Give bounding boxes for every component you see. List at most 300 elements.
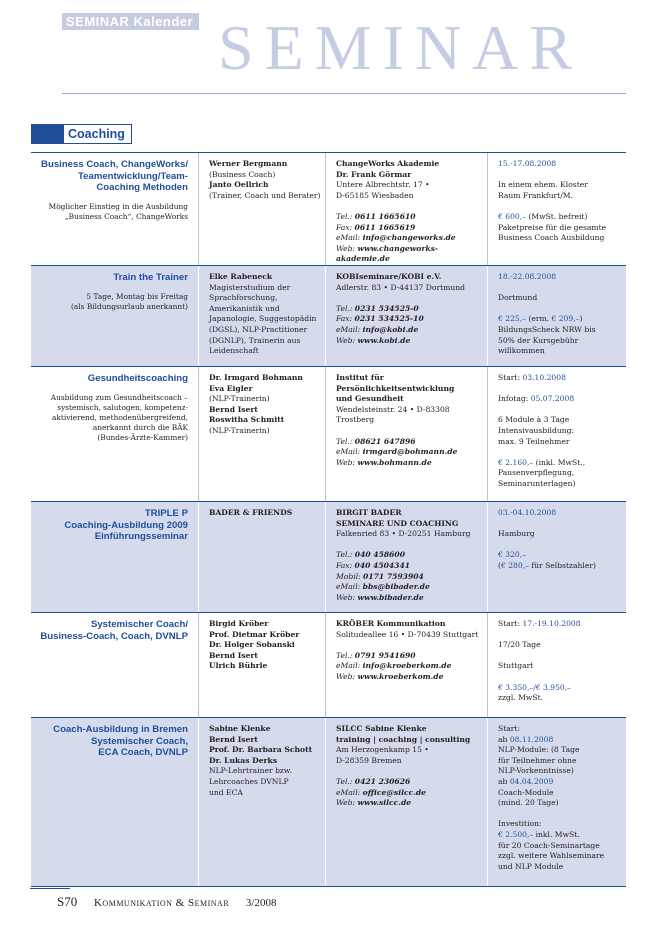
contact-value: office@silcc.de — [362, 787, 426, 797]
organizer-line — [336, 191, 483, 202]
trainer-line — [209, 304, 321, 315]
contact-label: Web: — [336, 243, 358, 253]
info-line — [498, 223, 622, 234]
text: und Gesundheit — [336, 394, 404, 404]
contact-label: Fax: — [336, 314, 355, 324]
text: Intensivausbildung: — [498, 425, 575, 435]
text: Eva Eigler — [209, 383, 253, 393]
organizer-line — [336, 519, 483, 530]
description-line: Möglicher Einstieg in die Ausbildung — [48, 201, 188, 211]
header-divider — [62, 93, 626, 94]
info-line — [498, 735, 622, 746]
text: (erm. — [525, 314, 552, 324]
contact-value: 040 4504341 — [354, 560, 411, 570]
text: € 320,– — [498, 550, 526, 560]
contact-label: Tel.: — [336, 211, 355, 221]
info-line — [498, 426, 622, 437]
info-line — [498, 862, 622, 873]
organizer-cell — [325, 266, 487, 366]
text: Prof. Dr. Barbara Schott — [209, 745, 313, 755]
info-line — [498, 561, 622, 572]
spacer — [336, 201, 483, 212]
text: Start: — [498, 724, 521, 733]
trainer-line — [209, 788, 321, 799]
text: Prof. Dietmar Kröber — [209, 629, 300, 639]
issue-number: 3/2008 — [245, 897, 277, 909]
organizer-line — [336, 394, 483, 405]
text: (MwSt. befreit) — [525, 211, 588, 221]
seminar-title-cell — [31, 367, 198, 501]
spacer — [498, 447, 622, 458]
magazine-name: Kommunikation & Seminar — [93, 897, 230, 909]
text: für Selbstzahler) — [528, 560, 596, 570]
contact-value: www.silcc.de — [357, 798, 412, 808]
text: für 20 Coach-Seminartage — [498, 840, 600, 850]
contact-label: Tel.: — [336, 650, 355, 660]
calendar-tag — [62, 13, 199, 30]
organizer-line — [336, 159, 483, 170]
organizer-line — [336, 651, 483, 662]
text: BADER & FRIENDS — [209, 508, 293, 517]
trainer-line — [209, 651, 321, 662]
table-row — [31, 367, 626, 502]
organizer-line — [336, 798, 483, 809]
text: (inkl. MwSt., — [533, 457, 586, 467]
seminar-title: Systemischer Coach/ — [90, 619, 188, 630]
info-cell — [487, 502, 626, 612]
table-row — [31, 266, 626, 367]
description-line: systemisch, salutogen, kompetenz- — [57, 402, 188, 412]
text: KOBIseminare/KOBI e.V. — [336, 272, 442, 281]
text: 50% der Kursgebühr — [498, 335, 579, 345]
text: 15.-17.08.2008 — [498, 159, 557, 168]
trainer-line — [209, 293, 321, 304]
spacer — [336, 766, 483, 777]
seminar-title: Train the Trainer — [113, 272, 188, 283]
trainer-line — [209, 619, 321, 630]
text: Am Herzogenkamp 15 • — [336, 745, 429, 755]
trainer-line — [209, 745, 321, 756]
contact-label: eMail: — [336, 324, 363, 334]
spacer — [498, 170, 622, 181]
info-line — [498, 180, 622, 191]
info-line — [498, 640, 622, 651]
info-line — [498, 159, 622, 170]
spacer — [336, 540, 483, 551]
organizer-cell — [325, 367, 487, 501]
contact-value: 0421 230626 — [354, 776, 411, 786]
text: € 280,– — [500, 560, 529, 570]
info-line — [498, 830, 622, 841]
info-line — [498, 508, 622, 519]
seminar-title-cell — [31, 153, 198, 265]
table-row — [31, 502, 626, 613]
info-line — [498, 619, 622, 630]
organizer-line — [336, 283, 483, 294]
page-number: S70 — [57, 894, 78, 909]
info-line — [498, 777, 622, 788]
text: Amerikanistik und — [209, 303, 280, 313]
text: ab — [498, 734, 510, 744]
section-title: Coaching — [64, 124, 132, 144]
trainer-line — [209, 272, 321, 283]
info-line — [498, 479, 622, 490]
info-cell — [487, 613, 626, 717]
organizer-line — [336, 223, 483, 234]
contact-label: Web: — [336, 457, 358, 467]
description-line: aktivierend, methodenübergreifend, — [51, 412, 188, 422]
contact-label: Web: — [336, 592, 358, 602]
text: 08.11.2008 — [509, 734, 554, 744]
text: Hamburg — [498, 529, 535, 539]
seminar-description — [37, 202, 188, 222]
text: ab — [498, 776, 510, 786]
contact-label: eMail: — [336, 447, 363, 457]
spacer — [336, 293, 483, 304]
text: Birgid Kröber — [209, 619, 269, 628]
text: ) — [579, 314, 583, 324]
text: Lehrcoaches DVNLP — [209, 776, 289, 786]
trainer-line — [209, 314, 321, 325]
text: Elke Rabeneck — [209, 272, 273, 281]
text: (NLP-Trainerin) — [209, 425, 270, 435]
organizer-line — [336, 233, 483, 244]
text: Ulrich Bührle — [209, 661, 268, 671]
text: Investition: — [498, 819, 542, 829]
text: (DGNLP), Trainerin aus — [209, 335, 301, 345]
seminar-table — [31, 152, 626, 887]
organizer-line — [336, 304, 483, 315]
contact-value: www.bohmann.de — [357, 457, 432, 467]
trainer-line — [209, 724, 321, 735]
contact-value: irmgard@bohmann.de — [362, 447, 458, 457]
text: (mind. 20 Tage) — [498, 798, 559, 808]
organizer-line — [336, 561, 483, 572]
text: 04.04.2009 — [509, 776, 554, 786]
info-line — [498, 798, 622, 809]
seminar-title: ECA Coach, DVNLP — [98, 747, 188, 758]
trainers-cell — [198, 367, 325, 501]
organizer-line — [336, 180, 483, 191]
organizer-line — [336, 314, 483, 325]
organizer-line — [336, 405, 483, 426]
text: KRÖBER Kommunikation — [336, 619, 446, 628]
trainer-line — [209, 766, 321, 777]
info-line — [498, 819, 622, 830]
seminar-title: TRIPLE P — [144, 508, 188, 519]
contact-label: eMail: — [336, 233, 363, 243]
organizer-line — [336, 724, 483, 735]
text: Janto Oellrich — [209, 180, 269, 190]
seminar-title: Business-Coach, Coach, DVNLP — [40, 630, 188, 642]
trainers-cell — [198, 613, 325, 717]
info-line — [498, 841, 622, 852]
text: zzgl. MwSt. — [498, 693, 544, 703]
contact-value: www.kroeberkom.de — [357, 671, 444, 681]
spacer — [498, 519, 622, 530]
contact-value: 0611 1665610 — [354, 211, 416, 221]
info-line — [498, 724, 622, 735]
organizer-cell — [325, 718, 487, 886]
info-line — [498, 314, 622, 325]
trainer-line — [209, 373, 321, 384]
text: Wendelsteinstr. 24 • D-83308 Trostberg — [336, 404, 450, 425]
organizer-line — [336, 756, 483, 767]
info-line — [498, 325, 622, 336]
description-line: „Business Coach“, ChangeWorks — [64, 211, 188, 221]
text: max. 9 Teilnehmer — [498, 436, 570, 446]
text: Adlerstr. 83 • D-44137 Dortmund — [336, 282, 465, 292]
trainer-line — [209, 661, 321, 672]
spacer — [498, 672, 622, 683]
text: Roswitha Schmitt — [209, 415, 285, 425]
text: € 2.160,– — [498, 457, 534, 467]
organizer-line — [336, 244, 483, 265]
organizer-line — [336, 619, 483, 630]
text: € 600,– — [498, 211, 526, 221]
spacer — [498, 405, 622, 416]
seminar-title: Teamentwicklung/Team- — [78, 170, 188, 182]
contact-label: eMail: — [336, 787, 363, 797]
text: Dr. Irmgard Bohmann — [209, 373, 303, 382]
organizer-cell — [325, 613, 487, 717]
text: Leidenschaft — [209, 346, 259, 356]
info-line — [498, 745, 622, 756]
info-line — [498, 336, 622, 347]
text: 17.-19.10.2008 — [522, 619, 581, 628]
calendar-tag-kalender: Kalender — [133, 14, 194, 29]
organizer-line — [336, 582, 483, 593]
spacer — [498, 809, 622, 820]
contact-value: 08621 647896 — [354, 436, 416, 446]
info-line — [498, 550, 622, 561]
seminar-title: Gesundheitscoaching — [87, 373, 188, 384]
info-line — [498, 346, 622, 357]
trainers-cell — [198, 266, 325, 366]
text: Falkenried 83 • D-20251 Hamburg — [336, 529, 471, 539]
text: Sprachforschung, — [209, 293, 278, 303]
info-line — [498, 293, 622, 304]
organizer-line — [336, 458, 483, 469]
seminar-title-cell — [31, 718, 198, 886]
info-line — [498, 191, 622, 202]
trainer-line — [209, 640, 321, 651]
text: Sabine Klenke — [209, 724, 271, 733]
trainer-line — [209, 159, 321, 170]
text: (NLP-Trainerin) — [209, 394, 270, 404]
organizer-line — [336, 212, 483, 223]
table-row — [31, 153, 626, 266]
trainers-cell — [198, 502, 325, 612]
trainer-line — [209, 756, 321, 767]
text: € 2.500,– — [498, 829, 534, 839]
text: zzgl. weitere Wahlseminare — [498, 851, 605, 861]
organizer-cell — [325, 502, 487, 612]
text: Bernd Isert — [209, 404, 258, 414]
spacer — [498, 630, 622, 641]
text: NLP-Lehrtrainer bzw. — [209, 766, 292, 776]
seminar-title-cell — [31, 502, 198, 612]
contact-value: info@kroeberkom.de — [362, 661, 452, 671]
contact-value: 0171 7593904 — [363, 571, 424, 581]
table-row — [31, 613, 626, 718]
seminar-title-cell — [31, 613, 198, 717]
footer — [57, 894, 276, 910]
info-line — [498, 373, 622, 384]
text: Institut für Persönlichkeitsentwicklung — [336, 373, 455, 393]
info-cell — [487, 153, 626, 265]
seminar-title: Coaching-Ausbildung 2009 — [64, 519, 188, 531]
contact-value: 0611 1665619 — [354, 222, 416, 232]
contact-value: info@changeworks.de — [362, 233, 456, 243]
contact-label: Web: — [336, 335, 358, 345]
organizer-line — [336, 529, 483, 540]
organizer-line — [336, 672, 483, 683]
organizer-line — [336, 550, 483, 561]
trainers-cell — [198, 718, 325, 886]
organizer-line — [336, 508, 483, 519]
seminar-title: Coach-Ausbildung in Bremen — [53, 724, 188, 735]
text: ( — [498, 560, 501, 570]
text: Japanologie, Suggestopädin — [209, 314, 317, 324]
text: Werner Bergmann — [209, 159, 288, 168]
text: BildungsScheck NRW bis — [498, 324, 596, 334]
seminar-title: Einführungsseminar — [94, 531, 188, 542]
page-title: SEMINAR — [218, 12, 584, 83]
contact-label: Mobil: — [336, 571, 364, 581]
info-line — [498, 661, 622, 672]
text: Bernd Isert — [209, 650, 258, 660]
seminar-description — [37, 292, 188, 312]
contact-value: www.kobi.de — [357, 335, 411, 345]
organizer-line — [336, 447, 483, 458]
description-line: (als Bildungsurlaub anerkannt) — [71, 301, 188, 311]
contact-label: Fax: — [336, 560, 355, 570]
text: ChangeWorks Akademie — [336, 159, 440, 168]
text: D-28359 Bremen — [336, 755, 402, 765]
text: Solitudeallee 16 • D-70439 Stuttgart — [336, 629, 479, 639]
spacer — [336, 426, 483, 437]
text: 17/20 Tage — [498, 640, 541, 650]
text: 05.07.2008 — [530, 394, 575, 404]
organizer-line — [336, 437, 483, 448]
info-line — [498, 693, 622, 704]
contact-label: Web: — [336, 671, 358, 681]
contact-value: www.bibader.de — [357, 592, 424, 602]
text: Infotag: — [498, 394, 531, 404]
info-line — [498, 415, 622, 426]
organizer-line — [336, 373, 483, 394]
text: und NLP Module — [498, 861, 564, 871]
text: 18.-22.08.2008 — [498, 272, 557, 281]
info-line — [498, 272, 622, 283]
info-line — [498, 458, 622, 469]
text: 03.-04.10.2008 — [498, 508, 557, 517]
organizer-line — [336, 777, 483, 788]
text: Dr. Lukas Derks — [209, 755, 278, 765]
text: SEMINARE UND COACHING — [336, 518, 459, 528]
organizer-line — [336, 572, 483, 583]
text: NLP-Vorkenntnisse) — [498, 766, 574, 776]
trainer-line — [209, 180, 321, 191]
trainer-line — [209, 384, 321, 395]
text: € 3.350,–/€ 3.950,– — [498, 682, 571, 692]
description-line: (Bundes-Ärzte-Kammer) — [97, 432, 188, 442]
info-line — [498, 233, 622, 244]
contact-value: bbs@bibader.de — [362, 582, 430, 592]
contact-value: 0791 9541690 — [354, 650, 416, 660]
spacer — [498, 201, 622, 212]
section-heading — [31, 124, 132, 144]
text: inkl. MwSt. — [533, 829, 580, 839]
info-line — [498, 468, 622, 479]
contact-label: Fax: — [336, 222, 355, 232]
seminar-title: Systemischer Coach, — [90, 735, 188, 747]
text: 6 Module à 3 Tage — [498, 415, 570, 425]
contact-label: Tel.: — [336, 436, 355, 446]
section-marker — [31, 124, 64, 144]
text: Seminarunterlagen) — [498, 478, 576, 488]
table-row — [31, 718, 626, 887]
trainer-line — [209, 630, 321, 641]
organizer-line — [336, 272, 483, 283]
text: € 225,– — [498, 314, 526, 324]
spacer — [498, 283, 622, 294]
organizer-line — [336, 735, 483, 746]
spacer — [498, 384, 622, 395]
text: (Trainer, Coach und Berater) — [209, 190, 321, 200]
contact-value: 0231 534525-0 — [354, 303, 419, 313]
organizer-line — [336, 630, 483, 641]
text: 03.10.2008 — [522, 373, 566, 382]
text: € 209,– — [551, 314, 580, 324]
text: Pausenverpflegung, — [498, 468, 575, 478]
text: training | coaching | consulting — [336, 734, 471, 744]
organizer-line — [336, 336, 483, 347]
contact-value: www.changeworks-akademie.de — [336, 243, 439, 264]
info-line — [498, 851, 622, 862]
trainer-line — [209, 426, 321, 437]
seminar-title: Coaching Methoden — [96, 182, 188, 193]
trainer-line — [209, 283, 321, 294]
info-line — [498, 788, 622, 799]
info-line — [498, 437, 622, 448]
text: Raum Frankfurt/M. — [498, 190, 573, 200]
trainer-line — [209, 508, 321, 519]
info-line — [498, 766, 622, 777]
text: Stuttgart — [498, 661, 534, 671]
organizer-line — [336, 745, 483, 756]
info-line — [498, 394, 622, 405]
text: BIRGIT BADER — [336, 508, 402, 517]
trainer-line — [209, 394, 321, 405]
info-line — [498, 529, 622, 540]
contact-label: eMail: — [336, 661, 363, 671]
contact-label: Web: — [336, 798, 358, 808]
text: Untere Albrechtstr. 17 • — [336, 180, 430, 190]
spacer — [498, 651, 622, 662]
trainer-line — [209, 405, 321, 416]
trainer-line — [209, 191, 321, 202]
trainer-line — [209, 777, 321, 788]
text: und ECA — [209, 787, 243, 797]
text: Start: — [498, 619, 523, 628]
contact-label: eMail: — [336, 582, 363, 592]
text: für Teilnehmer ohne — [498, 755, 577, 765]
contact-label: Tel.: — [336, 776, 355, 786]
text: In einem ehem. Kloster — [498, 180, 588, 190]
trainer-line — [209, 735, 321, 746]
